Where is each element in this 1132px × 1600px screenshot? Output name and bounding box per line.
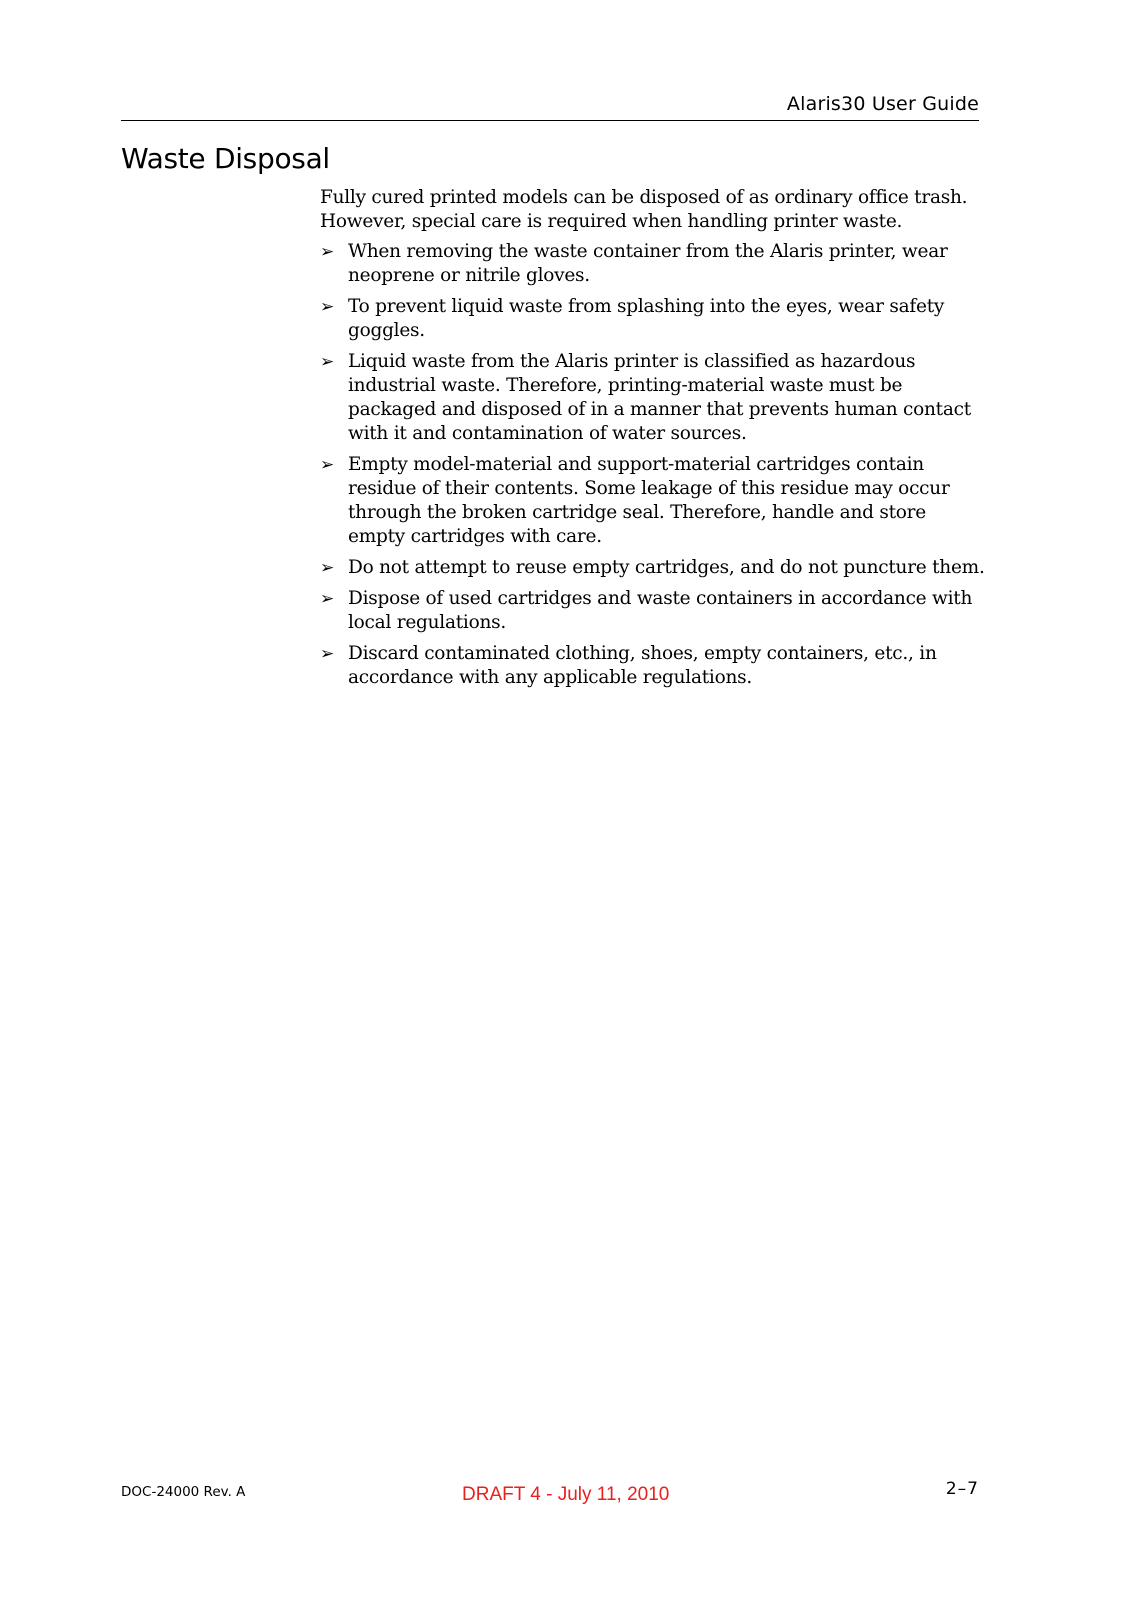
list-item-text: Dispose of used cartridges and waste containers in accordance with local regulations. [348, 588, 973, 633]
arrow-bullet-icon: ➢ [320, 644, 334, 664]
list-item-text: Empty model-material and support-material cartridges contain residue of their contents. Some leakage of this residue may occur through the broken cartridge seal. Therefore, handle and store empty cartridges with care. [348, 454, 950, 547]
footer-page-number: 2–7 [945, 1479, 979, 1499]
list-item [320, 587, 985, 635]
list-item-text: Do not attempt to reuse empty cartridges, and do not puncture them. [348, 557, 985, 578]
arrow-bullet-icon: ➢ [320, 352, 334, 372]
arrow-bullet-icon: ➢ [320, 558, 334, 578]
section-heading: Waste Disposal [121, 142, 330, 175]
section-body [320, 186, 985, 697]
list-item [320, 453, 985, 549]
footer-draft-notice: DRAFT 4 - July 11, 2010 [462, 1484, 670, 1505]
arrow-bullet-icon: ➢ [320, 297, 334, 317]
arrow-bullet-icon: ➢ [320, 455, 334, 475]
list-item [320, 556, 985, 580]
list-item-text: When removing the waste container from the Alaris printer, wear neoprene or nitrile gloves. [348, 241, 948, 286]
list-item [320, 350, 985, 446]
intro-paragraph: Fully cured printed models can be disposed of as ordinary office trash. However, special care is required when handling printer waste. [320, 187, 968, 232]
list-item-text: Liquid waste from the Alaris printer is classified as hazardous industrial waste. Therefore, printing-material waste must be packaged and disposed of in a manner that prevents human contact with it and contamination of water sources. [348, 351, 971, 444]
footer-doc-number: DOC-24000 Rev. A [121, 1484, 246, 1500]
header-rule [121, 120, 979, 121]
arrow-bullet-icon: ➢ [320, 242, 334, 262]
bullet-list [320, 240, 985, 690]
arrow-bullet-icon: ➢ [320, 589, 334, 609]
list-item [320, 295, 985, 343]
list-item [320, 240, 985, 288]
list-item-text: To prevent liquid waste from splashing into the eyes, wear safety goggles. [348, 296, 945, 341]
running-header: Alaris30 User Guide [786, 93, 979, 115]
list-item-text: Discard contaminated clothing, shoes, empty containers, etc., in accordance with any applicable regulations. [348, 643, 937, 688]
list-item [320, 642, 985, 690]
